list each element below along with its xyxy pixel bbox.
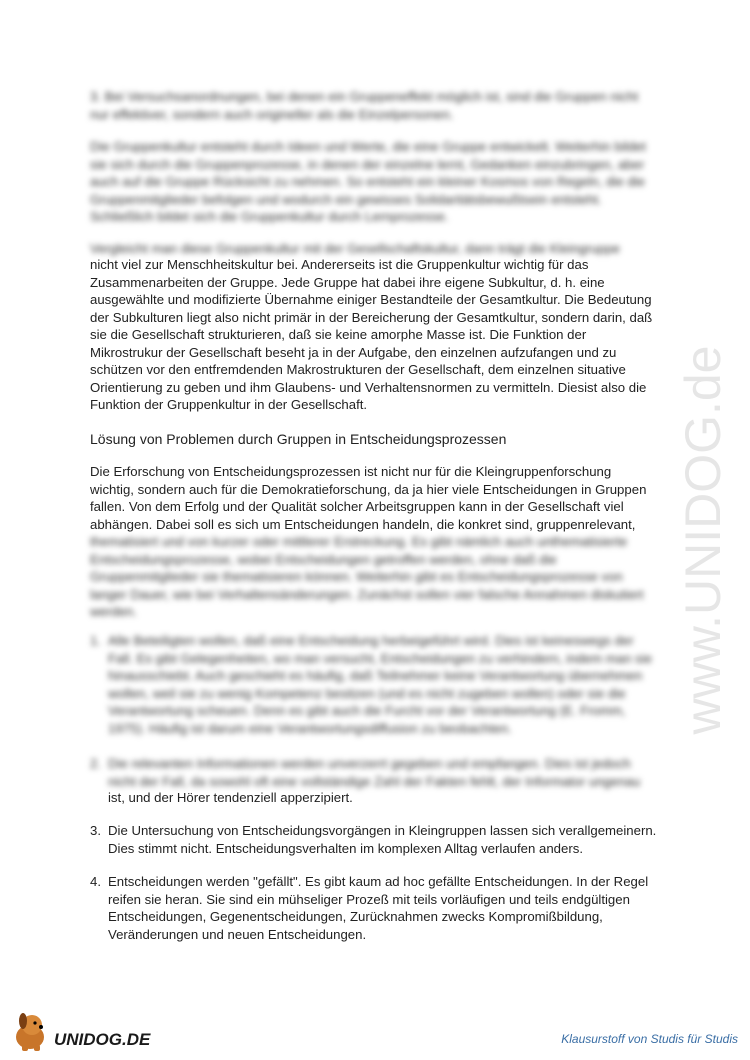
watermark-text: www.UNIDOG.de (675, 345, 731, 735)
blurred-list-item (90, 632, 660, 737)
section-heading: Lösung von Problemen durch Gruppen in Entscheidungsprozessen (90, 431, 507, 447)
list-number: 1. (90, 633, 101, 648)
paragraph-decision-research: Die Erforschung von Entscheidungsprozessen ist nicht nur für die Kleingruppenforschung wichtig, sondern auch für die Demokratieforschung, da ja hier viele Entscheidungen in Gruppen fallen. Von dem Erfolg und der Qualität solcher Arbeitsgruppen kann in der Gesellschaft viel abhängen. Dabei soll es sich um Entscheidungen handeln, die konkret sind, gruppenrelevant, (90, 464, 647, 532)
blurred-line: Vergleicht man diese Gruppenkultur mit der Gesellschaftskultur, dann trägt die Kleingruppe (90, 241, 620, 256)
unidog-logo (8, 1005, 168, 1055)
list-text: Die Untersuchung von Entscheidungsvorgängen in Kleingruppen lassen sich verallgemeinern. Dies stimmt nicht. Entscheidungsverhalten im komplexen Alltag verlaufen anders. (108, 823, 657, 856)
list-item (90, 873, 660, 943)
watermark (675, 310, 750, 770)
paragraph-group-culture: nicht viel zur Menschheitskultur bei. Andererseits ist die Gruppenkultur wichtig für das Zusammenarbeiten der Gruppe. Jede Gruppe hat dabei ihre eigene Subkultur, d. h. eine ausgewählte und modifizierte Übernahme einiger Bestandteile der Gesamtkultur. Die Bedeutung der Subkulturen liegt also nicht primär in der Bereicherung der Gesamtkultur, sondern darin, daß sie die Gesellschaft strukturieren, daß sie keine amorphe Masse ist. Die Funktion der Mikrostrukur der Gesellschaft beseht ja in der Aufgabe, den einzelnen aufzufangen und zu schützen vor den entfremdenden Makrostrukturen der Gesellschaft, dem einzelnen situative Orientierung zu geben und ihm Glaubens- und Verhaltensnormen zu vermitteln. Diesist also die Funktion der Gruppenkultur in der Gesellschaft. (90, 257, 653, 412)
list-number: 4. (90, 874, 101, 889)
list-number: 2. (90, 756, 101, 771)
dog-logo-icon (8, 1005, 168, 1055)
blurred-list-item (90, 755, 660, 789)
blurred-list-item-3: 3. Bei Versuchsanordnungen, bei denen ein Gruppeneffekt möglich ist, sind die Gruppen nicht nur effektiver, sondern auch origineller als die Einzelpersonen. (90, 89, 639, 122)
list-text: Alle Beteiligten wollen, daß eine Entscheidung herbeigeführt wird. Dies ist keineswegs der Fall. Es gibt Gelegenheiten, wo man versucht, Entscheidungen zu verhindern, indem man sie hinausschiebt. Auch geschieht es häufig, daß Teilnehmer keine Verantwortung übernehmen wollen, weil sie zu wenig Kompetenz besitzen (und es nicht zugeben wollen) oder sie die Verantwortung scheuen. Denn es gibt auch die Furcht vor der Verantwortung (E. Fromm, 1975). Häufig ist darum eine Verantwortungsdiffusion zu beobachten. (108, 633, 652, 736)
footer-slogan: Klausurstoff von Studis für Studis (561, 1032, 738, 1046)
blurred-paragraph: Die Gruppenkultur entsteht durch Ideen und Werte, die eine Gruppe entwickelt. Weiterhin bildet sie sich durch die Gruppenprozesse, in denen der einzelne lernt, Gedanken einzubringen, aber auch auf die Gruppe Rücksicht zu nehmen. So entsteht ein kleiner Kosmos von Regeln, die die Gruppenmitglieder befolgen und wodurch ein gewisses Solidaritätsbewußtsein entsteht. Schließlich bildet sich die Gruppenkultur durch Lernprozesse. (90, 139, 646, 224)
logo-text: UNIDOG.DE (54, 1030, 151, 1049)
list-item (90, 822, 660, 857)
list-number: 3. (90, 823, 101, 838)
list-text: Die relevanten Informationen werden unverzerrt gegeben und empfangen. Dies ist jedoch nicht der Fall, da sowohl oft eine vollständige Zahl der Fakten fehlt, der Informator ungenau (108, 756, 641, 789)
list-item-2-tail (90, 789, 660, 807)
list-text: ist, und der Hörer tendenziell apperzipiert. (108, 790, 353, 805)
blurred-paragraph-continuation: thematisiert und von kurzer oder mittlerer Erstreckung. Es gibt nämlich auch unthematisierte Entscheidungsprozesse, wobei Entscheidungen getroffen werden, ohne daß die Gruppenmitglieder sie thematisieren können. Weiterhin gibt es Entscheidungsprozesse von langer Dauer, wie bei Verhaltensänderungen. Zunächst sollen vier falsche Annahmen diskutiert werden. (90, 534, 644, 619)
list-text: Entscheidungen werden "gefällt". Es gibt kaum ad hoc gefällte Entscheidungen. In der Regel reifen sie heran. Sie sind ein mühseliger Prozeß mit teils vorläufigen und teils endgültigen Entscheidungen, Gegenentscheidungen, Zurücknahmen zwecks Kompromißbildung, Veränderungen und neuen Entscheidungen. (108, 874, 649, 942)
